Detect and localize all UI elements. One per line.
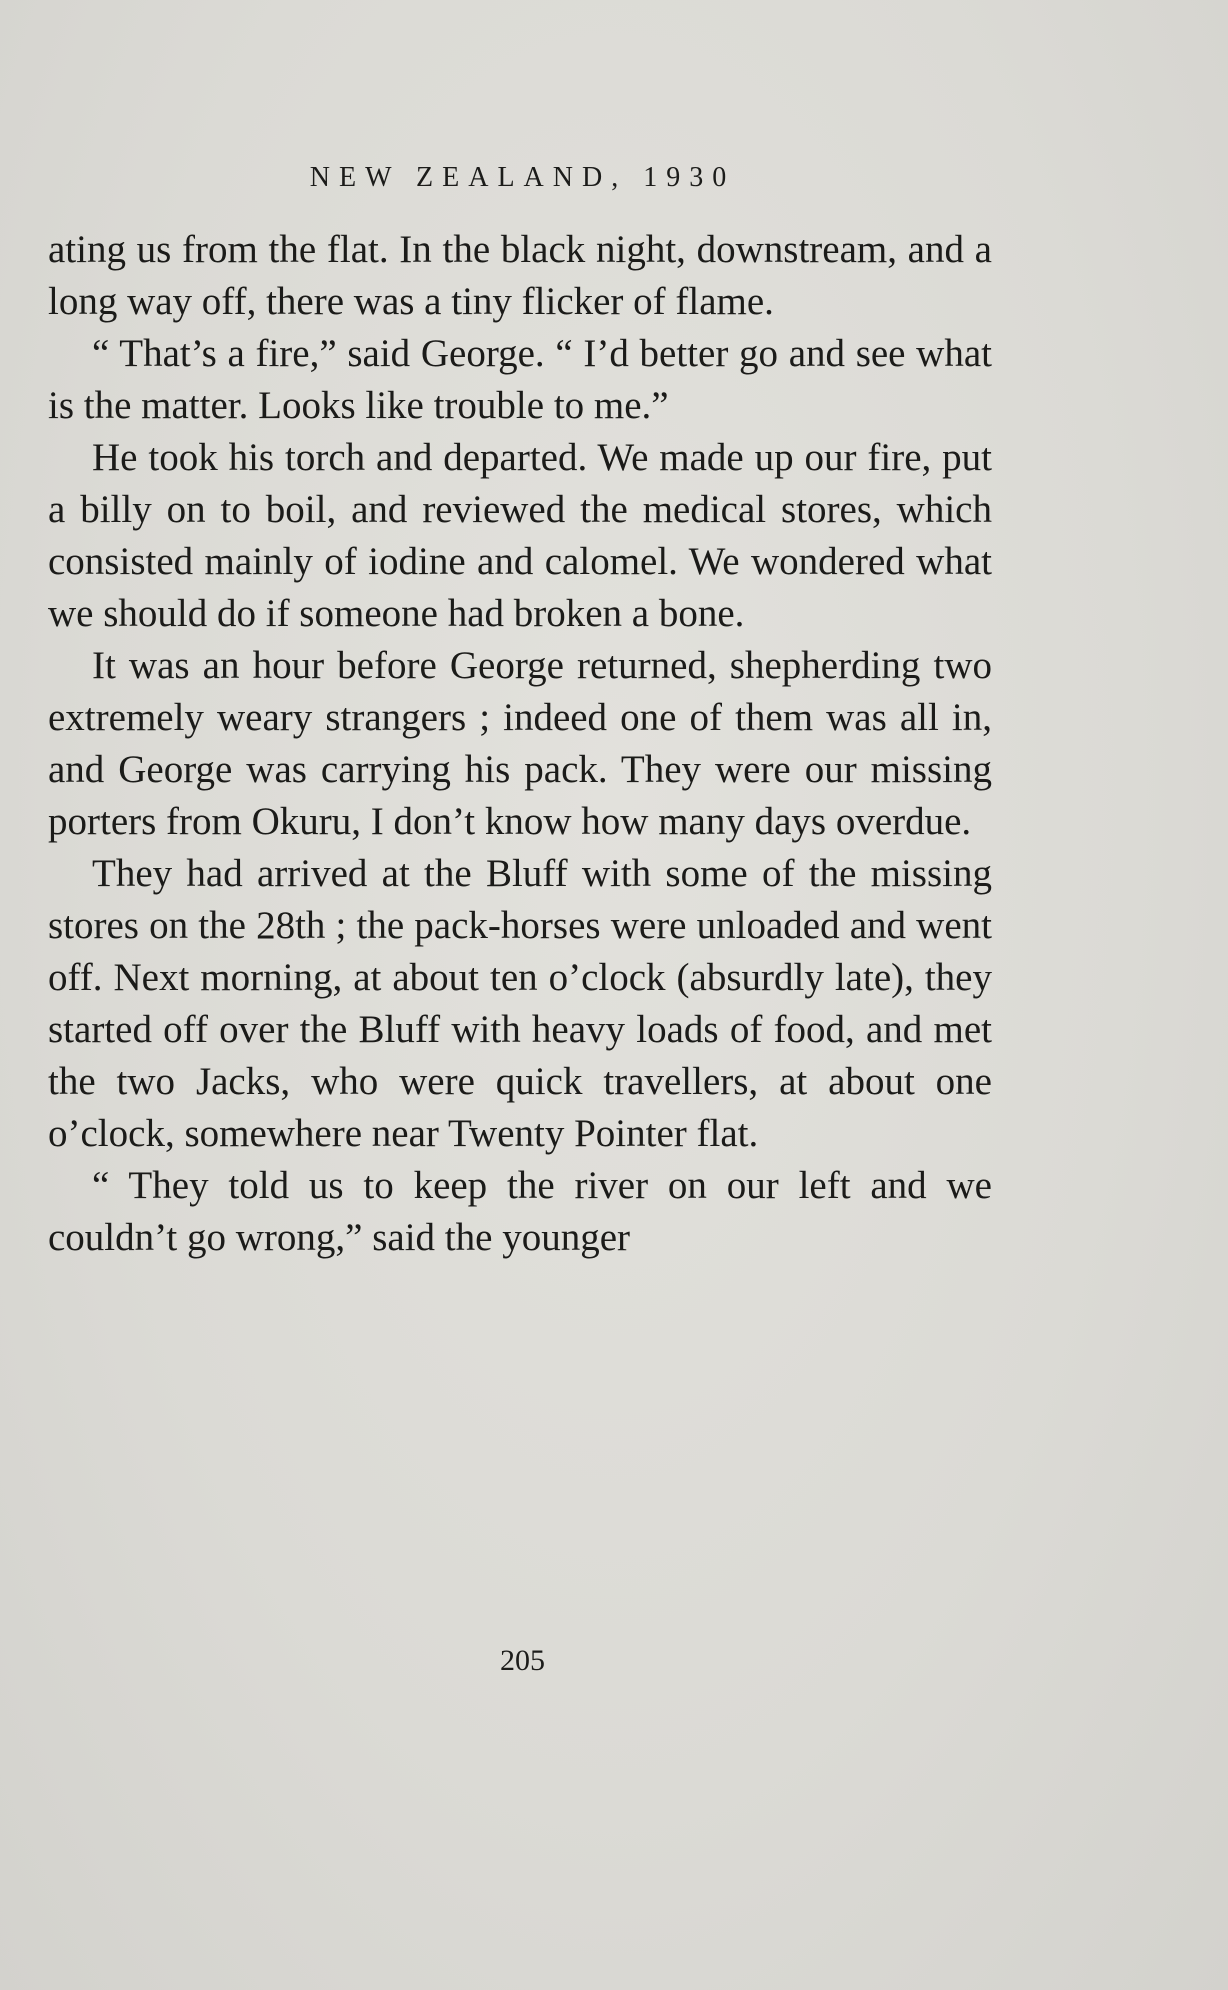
paragraph: He took his torch and departed. We made up our fire, put a billy on to boil, and reviewed the medical stores, which consisted mainly of iodine and calomel. We wondered what we should do if someone had broken a bone. [48,436,992,635]
paragraph-continued: ating us from the flat. In the black night, downstream, and a long way off, there was a tiny flicker of flame. [48,228,992,323]
paragraph: They had arrived at the Bluff with some of the missing stores on the 28th ; the pack-horses were unloaded and went off. Next morning, at about ten o’clock (absurdly late), they started off over the Bluff with heavy loads of food, and met the two Jacks, who were quick travellers, at about one o’clock, somewhere near Twenty Pointer flat. [48,852,992,1155]
paragraph: It was an hour before George returned, shepherding two extremely weary strangers ; indeed one of them was all in, and George was carrying his pack. They were our missing porters from Okuru, I don’t know how many days overdue. [48,644,992,843]
paragraph: “ They told us to keep the river on our left and we couldn’t go wrong,” said the younger [48,1164,992,1259]
page-number: 205 [500,1644,545,1677]
running-head: NEW ZEALAND, 1930 [309,162,736,193]
paragraph: “ That’s a fire,” said George. “ I’d better go and see what is the matter. Looks like trouble to me.” [48,332,992,427]
body-text [48,224,992,1264]
